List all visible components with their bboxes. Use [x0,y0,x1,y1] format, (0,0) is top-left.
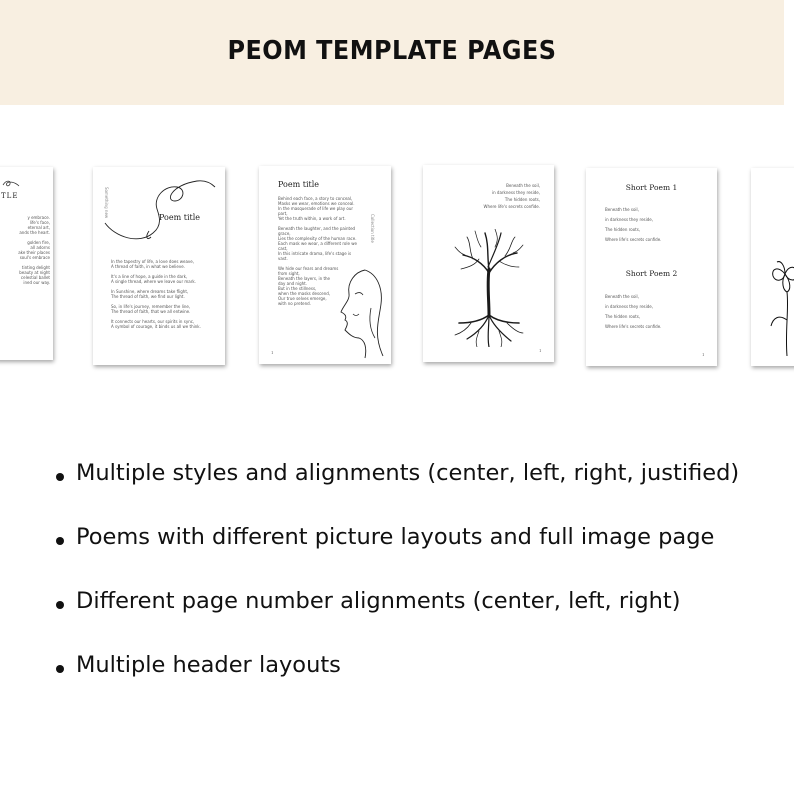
line-art-swirl-icon [101,175,221,245]
bullet-icon [56,601,64,609]
short-poem-1-title: Short Poem 1 [625,183,678,192]
page-title-fragment: TLE [1,192,19,200]
swirl-ornament-icon [1,179,21,189]
face-line-art-icon [325,268,387,360]
short-poem-2-text: Beneath the soil, in darkness they reside, The hidden roots, Where life's secrets confide. [605,294,662,329]
bullet-icon [56,537,64,545]
template-page-2 [93,167,225,365]
bullet-icon [56,473,64,481]
vertical-label: Collection title [370,214,375,243]
template-page-3 [259,166,391,364]
tree-with-roots-icon [453,229,525,347]
poem-text: y embrace. life's face, eternal art, ands the heart. golden fire, all adorns ake their places soul's embrace tinting delight beauty at night celestial ballet ined our way. [18,215,50,285]
template-page-1 [0,167,53,360]
short-poem-1-text: Beneath the soil, in darkness they reside, The hidden roots, Where life's secrets confide. [605,207,662,242]
poem-text: In the tapestry of life, a love does weave, A thread of faith, in what we believe. It's a line of hope, a guide in the dark, A single thread, where we leave our mark. In Sunshine, where dreams take flight, The thread of faith, we find our light. So, in life's journey, remember the line, The thread of faith, that we all entwine. It connects our hearts, our spirits in sync, A symbol of courage, it binds us all we think. [111,259,201,329]
vertical-label: Something new [104,187,109,219]
template-page-5 [586,168,717,366]
page-number: 1 [702,352,705,357]
page-number: 1 [539,348,542,353]
template-page-4 [423,165,554,362]
short-poem-2-title: Short Poem 2 [625,269,678,278]
page-number: 1 [271,350,274,355]
poem-title: Poem title [159,213,201,222]
page-title: PEOM TEMPLATE PAGES [227,36,557,66]
flower-line-art-icon [769,260,794,356]
poem-text: Beneath the soil, in darkness they reside, The hidden roots, Where life's secrets confide. [483,183,540,209]
header-banner [0,0,784,105]
template-page-6 [751,168,794,366]
poem-text: Behind each face, a story to conceal, Masks we wear, emotions we conceal. In the masquerade of life we play our part, Yet the truth within, a work of art. Beneath the laughter, and the painted grace, Lies the complexity of the human race. Each mask we wear, a different role we cast, In this intricate drama, life's stage is vast. We hide our fears and dreams from sight, Beneath the layers, in the day and night. But in the stillness, when the masks descend, Our true selves emerge, with no pretend. [278,196,357,306]
bullet-icon [56,665,64,673]
poem-title: Poem title [278,180,320,189]
